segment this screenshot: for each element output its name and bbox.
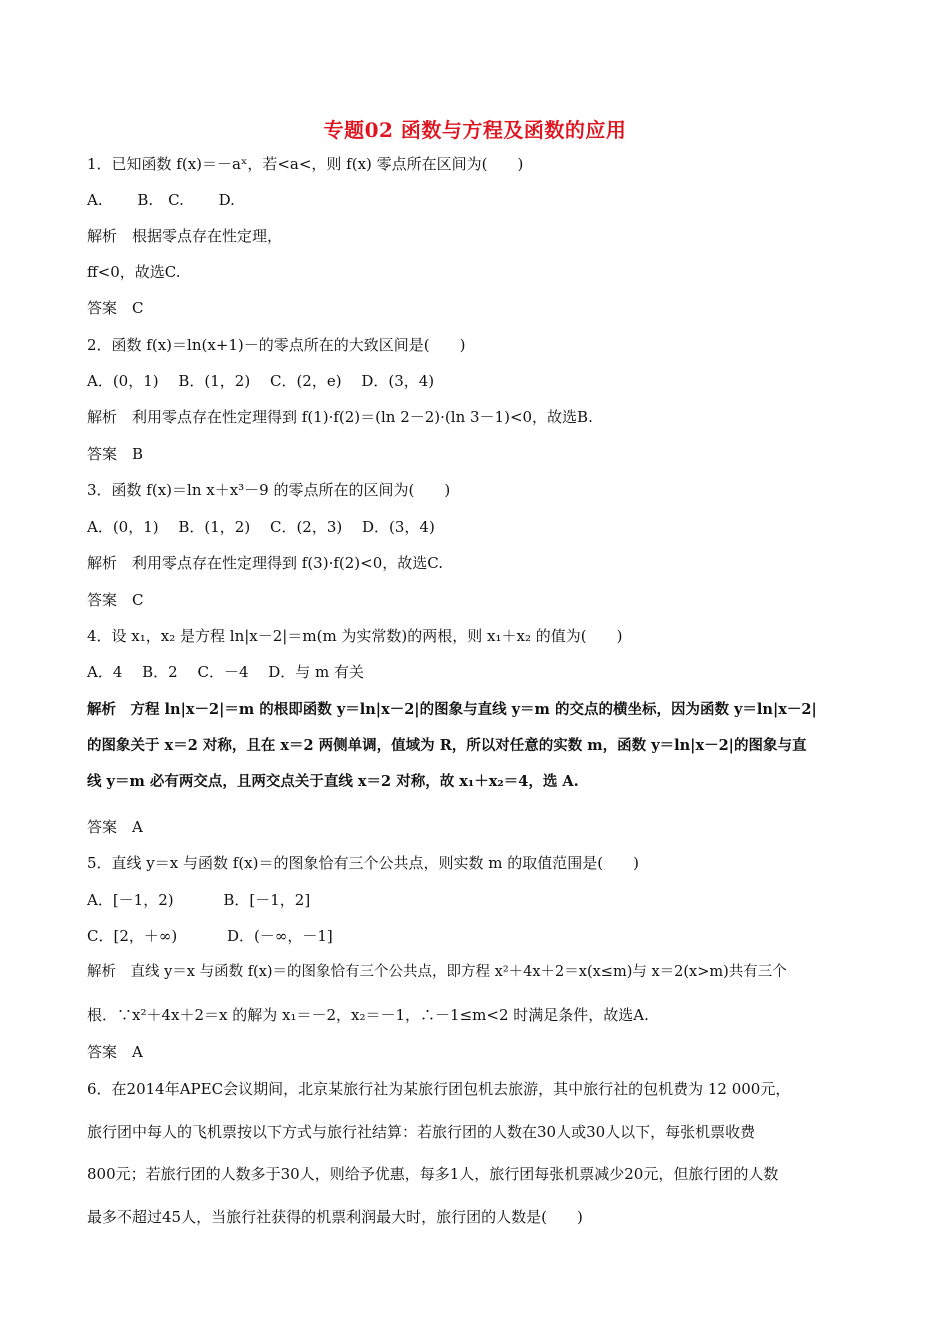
q4-analysis-line3: 线 y＝m 必有两交点，且两交点关于直线 x＝2 对称，故 x₁＋x₂＝4，选 A.: [87, 773, 579, 790]
q5-answer: 答案 A: [87, 1043, 143, 1061]
q2-stem: 2．函数 f(x)＝ln(x+1)－的零点所在的大致区间是( ): [87, 336, 466, 354]
q1-analysis: 解析 根据零点存在性定理，: [87, 227, 283, 245]
q4-stem: 4．设 x₁，x₂ 是方程 ln|x－2|＝m(m 为实常数)的两根，则 x₁＋x₂ 的值为( ): [87, 627, 623, 645]
q6-stem-line1: 6．在2014年APEC会议期间，北京某旅行社为某旅行团包机去旅游，其中旅行社的包机费为 12 000元，: [87, 1080, 791, 1098]
q5-analysis-line2: 根．∵x²＋4x＋2＝x 的解为 x₁＝－2，x₂＝－1，∴－1≤m<2 时满足条件，故选A.: [87, 1006, 649, 1024]
q5-options-row2: C．[2，＋∞) D．(－∞，－1]: [87, 927, 333, 945]
q6-stem-line3: 800元；若旅行团的人数多于30人，则给予优惠，每多1人，旅行团每张机票减少20元，但旅行团的人数: [87, 1165, 779, 1183]
q4-analysis-line1: 解析 方程 ln|x－2|＝m 的根即函数 y＝ln|x－2|的图象与直线 y＝m 的交点的横坐标，因为函数 y＝ln|x－2|: [87, 701, 817, 718]
q5-stem: 5．直线 y＝x 与函数 f(x)＝的图象恰有三个公共点，则实数 m 的取值范围是( ): [87, 854, 639, 872]
page-title: 专题02 函数与方程及函数的应用: [323, 118, 627, 142]
q5-analysis-line1: 解析 直线 y＝x 与函数 f(x)＝的图象恰有三个公共点，即方程 x²＋4x＋2＝x(x≤m)与 x＝2(x>m)共有三个: [87, 964, 787, 980]
q4-analysis-line2: 的图象关于 x＝2 对称，且在 x＝2 两侧单调，值域为 R，所以对任意的实数 m，函数 y＝ln|x－2|的图象与直: [87, 737, 807, 754]
q1-stem: 1．已知函数 f(x)＝－aˣ，若<a<，则 f(x) 零点所在区间为( ): [87, 155, 524, 173]
q3-options: A．(0，1) B．(1，2) C．(2，3) D．(3，4): [87, 518, 435, 536]
q3-stem: 3．函数 f(x)＝ln x＋x³－9 的零点所在的区间为( ): [87, 481, 451, 499]
q5-options-row1: A．[－1，2) B．[－1，2]: [87, 891, 311, 909]
q4-answer: 答案 A: [87, 818, 143, 836]
q2-options: A．(0，1) B．(1，2) C．(2，e) D．(3，4): [87, 372, 435, 390]
q2-answer: 答案 B: [87, 445, 144, 463]
q6-stem-line2: 旅行团中每人的飞机票按以下方式与旅行社结算：若旅行团的人数在30人或30人以下，每张机票收费: [87, 1123, 756, 1141]
q4-options: A．4 B．2 C．－4 D．与 m 有关: [87, 663, 365, 681]
q6-stem-line4: 最多不超过45人，当旅行社获得的机票利润最大时，旅行团的人数是( ): [87, 1208, 583, 1226]
q3-analysis: 解析 利用零点存在性定理得到 f(3)·f(2)<0，故选C.: [87, 554, 443, 572]
q1-answer: 答案 C: [87, 299, 144, 317]
q2-analysis: 解析 利用零点存在性定理得到 f(1)·f(2)＝(ln 2－2)·(ln 3－1)<0，故选B.: [87, 408, 593, 426]
q1-analysis-cont: ff<0，故选C.: [87, 263, 181, 281]
q3-answer: 答案 C: [87, 591, 144, 609]
q1-options: A. B. C. D.: [87, 191, 235, 209]
